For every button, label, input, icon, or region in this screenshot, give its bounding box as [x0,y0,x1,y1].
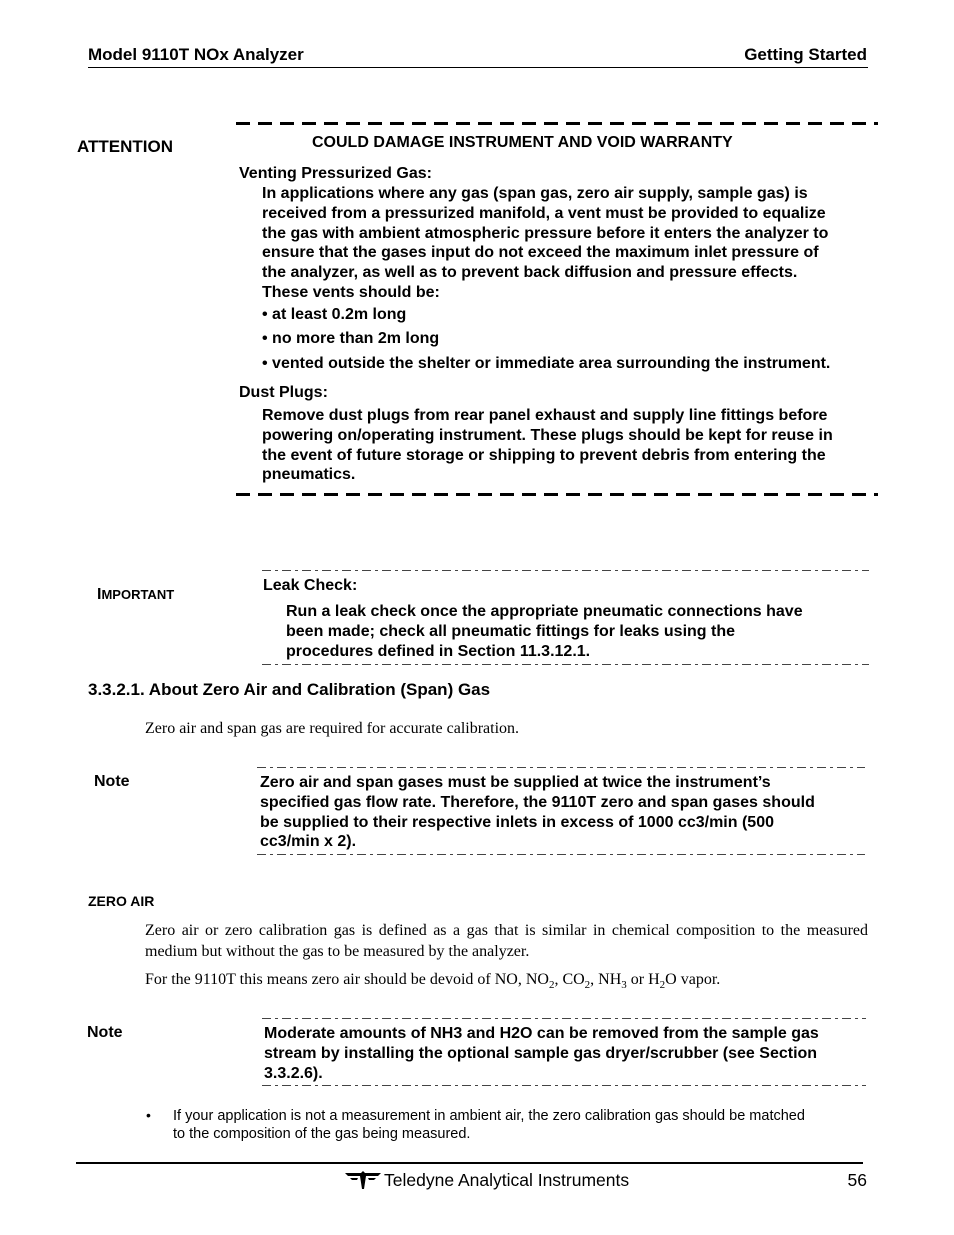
note1-bottom-border [257,854,865,855]
footer-rule [76,1162,863,1164]
note1-label: Note [94,773,130,790]
zero-air-heading: ZERO AIR [88,893,155,909]
page-number: 56 [847,1170,867,1190]
header-title: Model 9110T NOx Analyzer [88,45,304,64]
important-label: IMPORTANT [97,586,175,603]
dust-heading: Dust Plugs: [239,384,328,401]
zero-air-devoid-paragraph: For the 9110T this means zero air should be devoid of NO, $NO_2$, $CO_2$, $NH_3$ or $H_2O$ vapor. [145,971,721,992]
note2-label: Note [87,1024,123,1041]
bullet-item: • at least 0.2m long [262,306,407,323]
note1-text: Zero air and span gases must be supplied at twice the instrument’s specified gas flow rate. Therefore, the 9110T zero and span gases should be supplied to their respective inlets in excess of 1000 cc3/min (500 cc3/min x 2). [260,774,815,851]
note2-text: Moderate amounts of NH3 and H2O can be removed from the sample gas stream by installing the optional sample gas dryer/scrubber (see Section 3.3.2.6). [264,1025,819,1082]
bullet-symbol: • [146,1107,151,1123]
note2-top-border [262,1018,866,1019]
bullet-item: • no more than 2m long [262,330,440,347]
teledyne-logo-icon [345,1170,381,1190]
venting-paragraph: In applications where any gas (span gas, zero air supply, sample gas) is received from a pressurized manifold, a vent must be provided to equalize the gas with ambient atmospheric pressure before it enters the analyzer to ensure that the gases input do not exceed the maximum inlet pressure of the analyzer, as well as to prevent back diffusion and pressure effects. These vents should be: [262,185,829,301]
leak-check-heading: Leak Check: [263,577,358,594]
attention-label: ATTENTION [77,137,174,156]
venting-heading: Venting Pressurized Gas: [239,165,432,182]
bullet-item: • vented outside the shelter or immediate area surrounding the instrument. [262,355,831,372]
header-rule [88,67,868,68]
header-section: Getting Started [744,45,867,64]
bullet-text: If your application is not a measurement in ambient air, the zero calibration gas should be matched to the composition of the gas being measured. [173,1108,805,1142]
section-intro: Zero air and span gas are required for accurate calibration. [145,720,520,737]
note2-bottom-border [262,1085,866,1086]
leak-check-paragraph: Run a leak check once the appropriate pneumatic connections have been made; check all pneumatic fittings for leaks using the procedures defined in Section 11.3.12.1. [286,603,803,660]
important-bottom-border [262,664,869,665]
important-top-border [262,570,869,571]
note1-top-border [257,767,865,768]
footer-company: Teledyne Analytical Instruments [384,1170,630,1190]
attention-top-border [236,122,878,125]
attention-bottom-border [236,493,878,496]
dust-paragraph: Remove dust plugs from rear panel exhaust and supply line fittings before powering on/operating instrument. These plugs should be kept for reuse in the event of future storage or shipping to prevent debris from entering the pneumatics. [262,407,833,484]
zero-air-paragraph: Zero air or zero calibration gas is defined as a gas that is similar in chemical composition to the measured medium but without the gas to be measured by the analyzer. [145,922,868,960]
section-heading: 3.3.2.1. About Zero Air and Calibration (Span) Gas [88,680,491,699]
attention-title: COULD DAMAGE INSTRUMENT AND VOID WARRANTY [312,134,733,151]
